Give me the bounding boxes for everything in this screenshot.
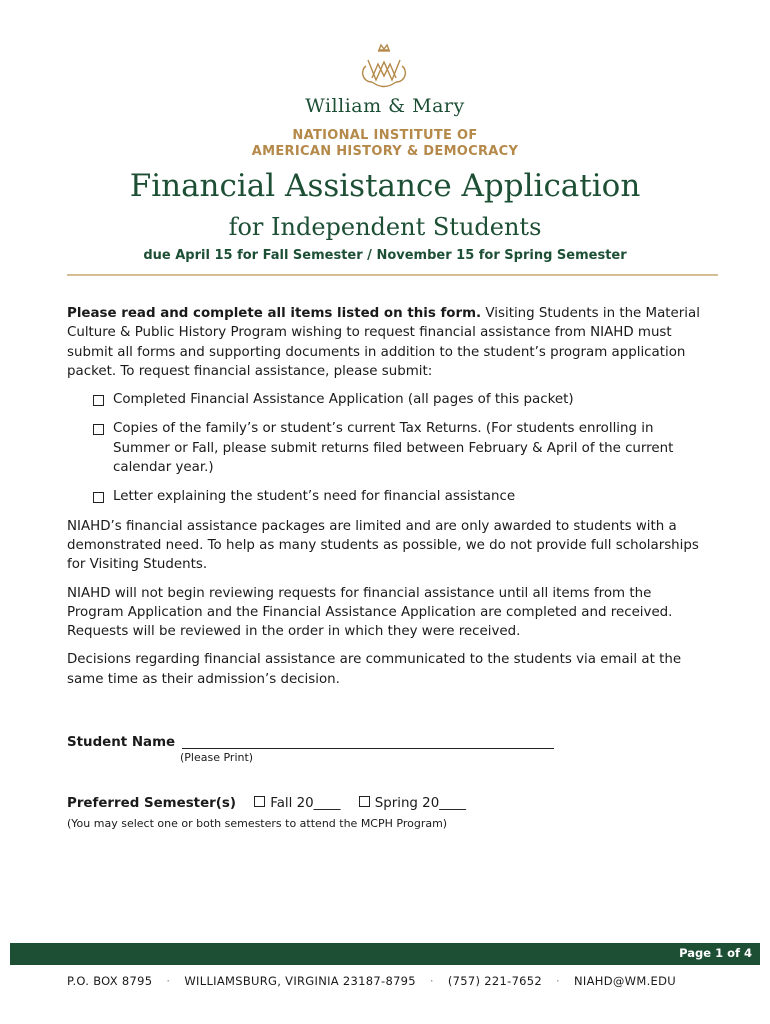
footer-phone: (757) 221-7652: [447, 974, 543, 988]
checkbox-icon[interactable]: [93, 424, 104, 435]
footer-address: WILLIAMSBURG, VIRGINIA 23187-8795: [184, 974, 416, 988]
student-name-field: [67, 733, 554, 750]
footer-email: NIAHD@WM.EDU: [574, 974, 676, 988]
due-dates: due April 15 for Fall Semester / November 15 for Spring Semester: [143, 248, 627, 263]
instructions: [67, 304, 707, 698]
footer-separator: ·: [556, 974, 561, 988]
preferred-semester-label: Preferred Semester(s): [67, 796, 236, 811]
policy-paragraph: NIAHD’s financial assistance packages are limited and are only awarded to students with a demonstrated need. To help as many students as possible, we do not provide full scholarships for Visiting Students.: [67, 518, 699, 573]
checkbox-icon[interactable]: [93, 395, 104, 406]
review-paragraph: NIAHD will not begin reviewing requests for financial assistance until all items from the Program Application and the Financial Assistance Application are completed and received. Requests will be reviewed in the order in which they were received.: [67, 585, 673, 640]
checklist-item: Letter explaining the student’s need for financial assistance: [67, 487, 707, 506]
intro-paragraph: [67, 304, 707, 381]
footer-po-box: P.O. BOX 8795: [67, 974, 153, 988]
document-title: Financial Assistance Application: [129, 168, 641, 204]
checklist: [67, 390, 707, 506]
intro-bold: Please read and complete all items listed on this form.: [67, 306, 482, 321]
divider: [67, 274, 718, 276]
preferred-semester-field: [67, 796, 466, 811]
checklist-item: Completed Financial Assistance Application (all pages of this packet): [67, 390, 707, 409]
institute-name-line1: NATIONAL INSTITUTE OF: [292, 128, 478, 143]
spring-option[interactable]: Spring 20____: [359, 796, 466, 811]
document-subtitle: for Independent Students: [228, 213, 542, 241]
intro-rest: Visiting Students in the Material Culture & Public History Program wishing to request financial assistance from NIAHD must submit all forms and supporting documents in addition to the student’s program application packet. To request financial assistance, please submit:: [67, 306, 700, 379]
checkbox-icon[interactable]: [359, 796, 370, 807]
checkbox-icon[interactable]: [93, 492, 104, 503]
student-name-hint: (Please Print): [180, 751, 254, 764]
footer-separator: ·: [166, 974, 171, 988]
footer-separator: ·: [429, 974, 434, 988]
checkbox-icon[interactable]: [254, 796, 265, 807]
preferred-semester-hint: (You may select one or both semesters to attend the MCPH Program): [67, 817, 448, 830]
student-name-label: Student Name: [67, 735, 176, 750]
institution-name: William & Mary: [305, 95, 465, 117]
student-name-line[interactable]: [182, 733, 554, 749]
checklist-item: Copies of the family’s or student’s current Tax Returns. (For students enrolling in Summer or Fall, please submit returns filed between February & April of the current calendar year.): [67, 419, 707, 477]
page-number: Page 1 of 4: [679, 946, 752, 960]
footer-contact: [67, 974, 707, 988]
william-and-mary-cypher-logo: [358, 42, 410, 90]
institute-name-line2: AMERICAN HISTORY & DEMOCRACY: [251, 144, 519, 159]
page-band: [10, 943, 760, 965]
fall-option[interactable]: Fall 20____: [254, 796, 340, 811]
decision-paragraph: Decisions regarding financial assistance are communicated to the students via email at the same time as their admission’s decision.: [67, 652, 682, 687]
